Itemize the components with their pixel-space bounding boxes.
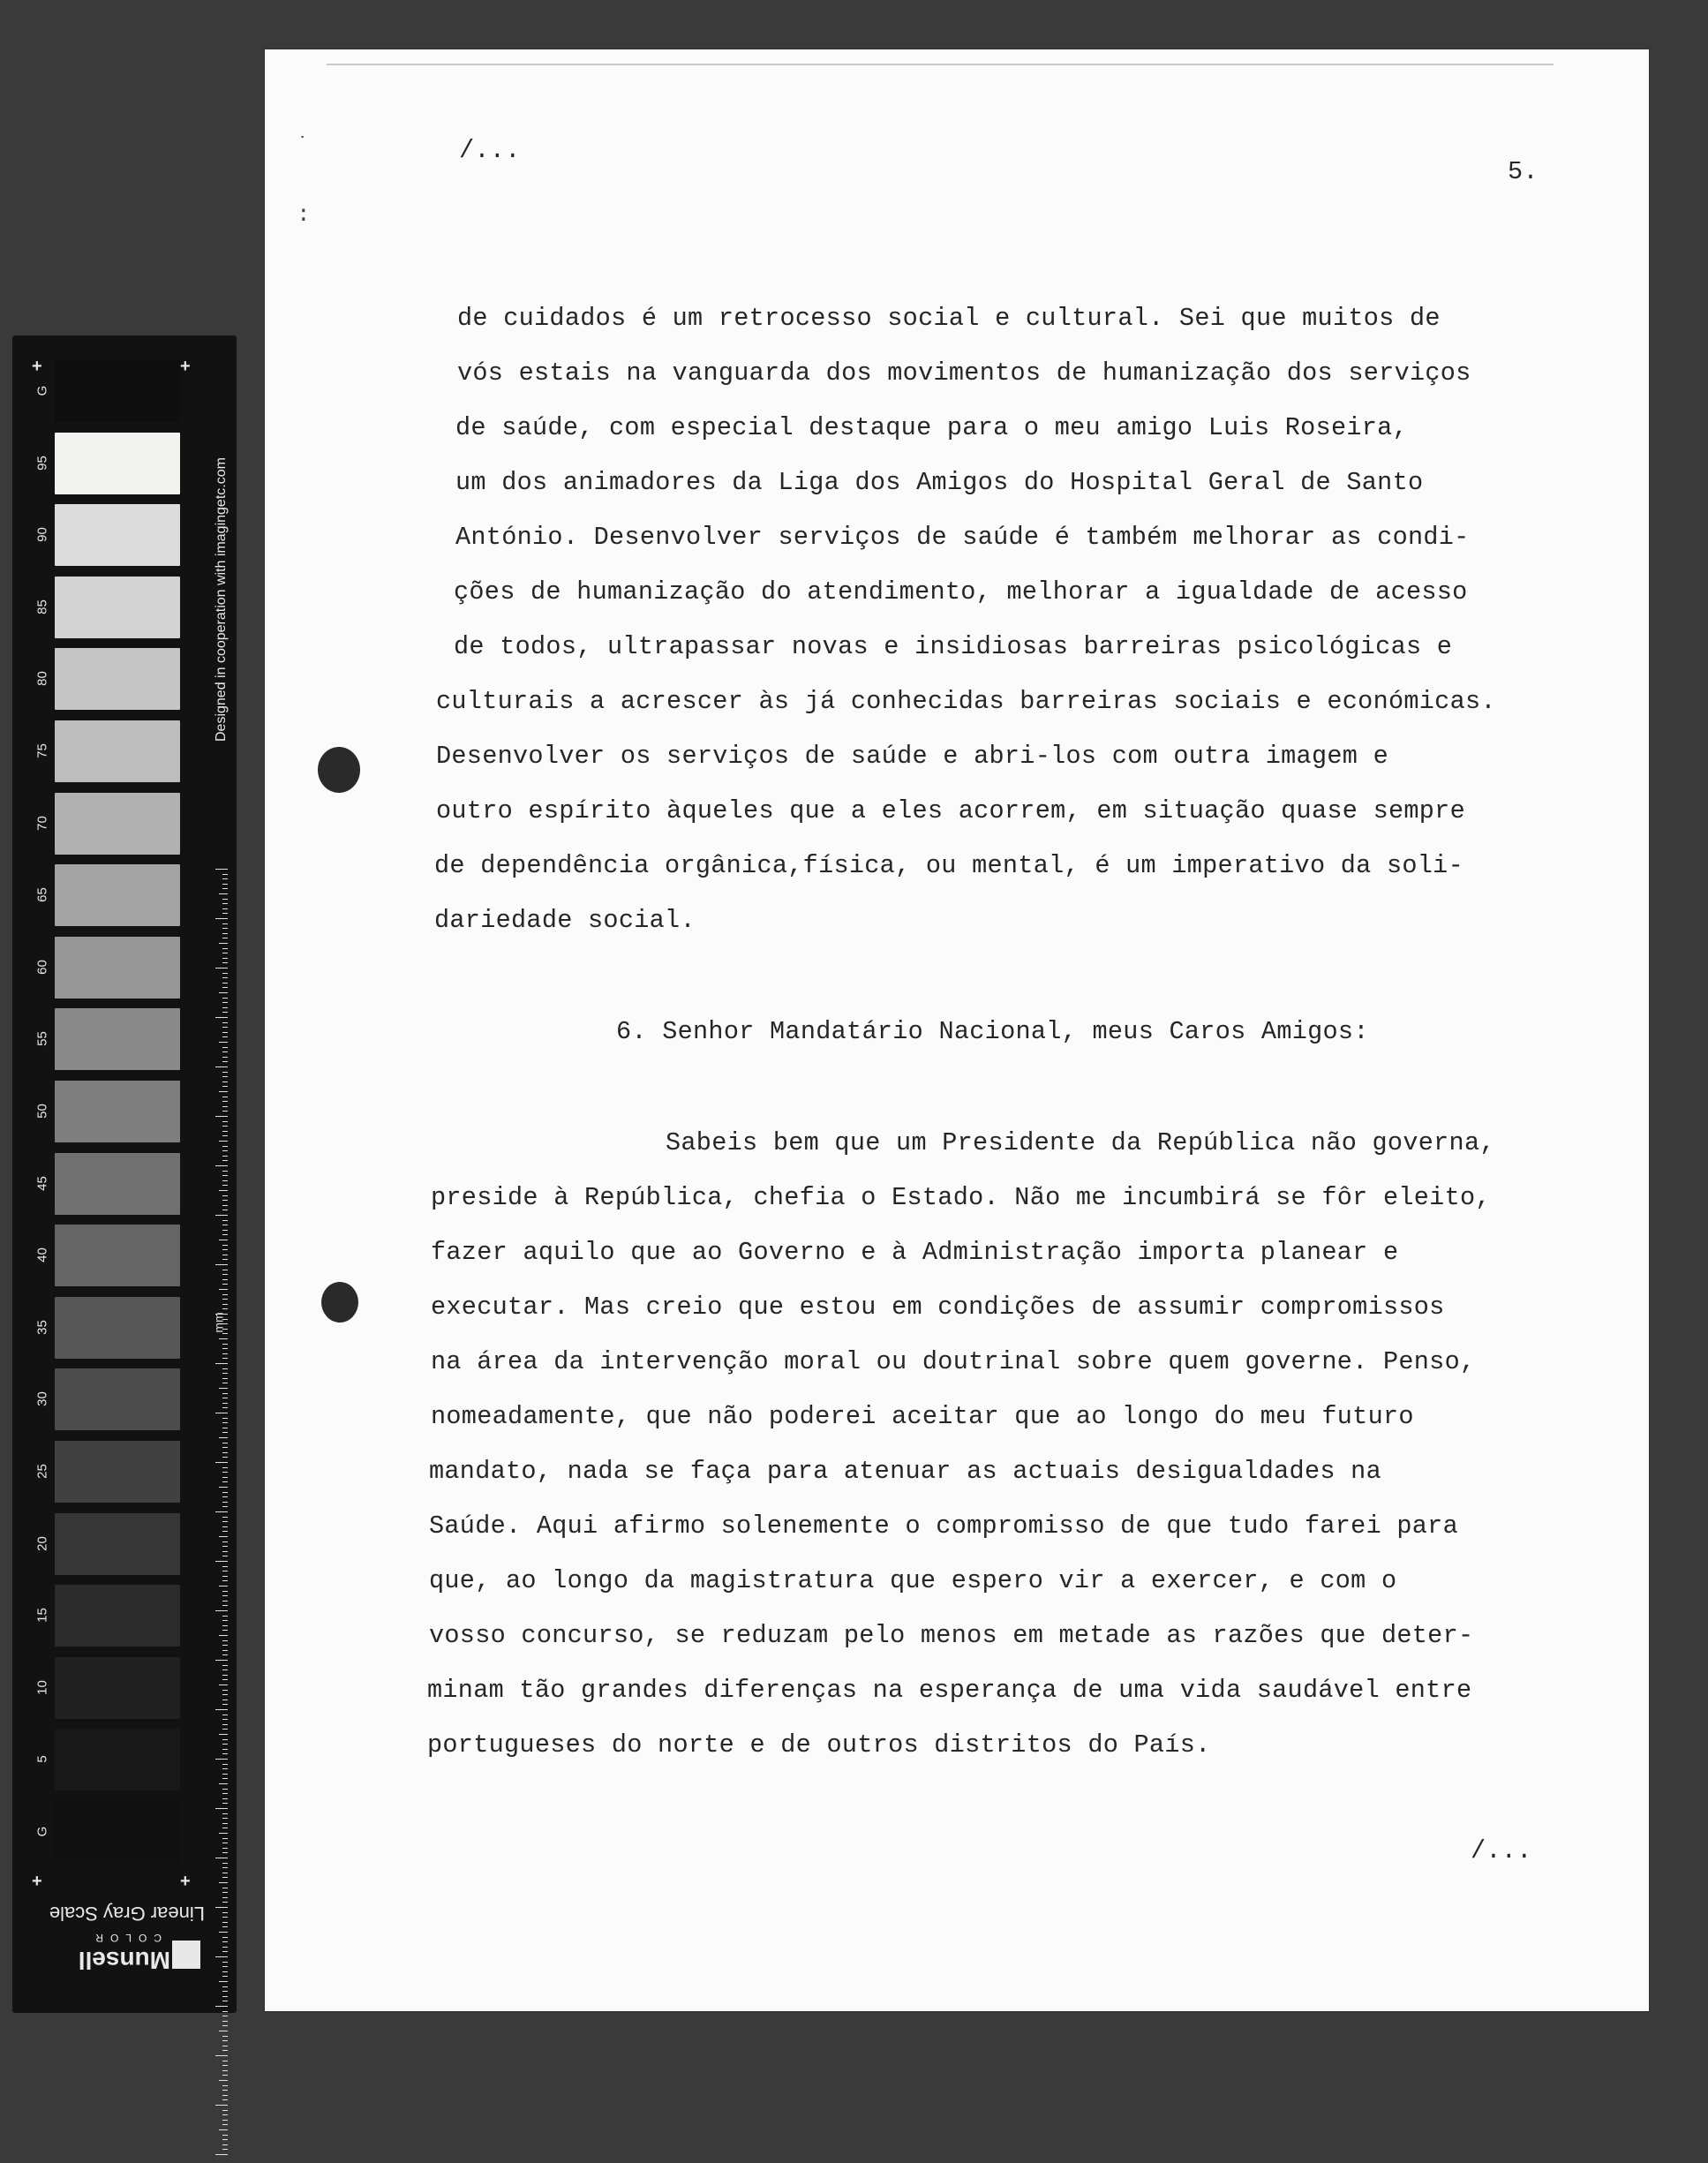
text-line: portugueses do norte e de outros distritos do País. bbox=[427, 1730, 1211, 1760]
page-number: 5. bbox=[1508, 157, 1539, 186]
gray-scale-card bbox=[12, 335, 237, 2013]
gray-patch bbox=[55, 1368, 180, 1430]
text-line: de saúde, com especial destaque para o meu amigo Luis Roseira, bbox=[455, 413, 1408, 442]
punch-hole bbox=[321, 1282, 358, 1323]
text-line: preside à República, chefia o Estado. Não me incumbirá se fôr eleito, bbox=[431, 1183, 1491, 1212]
gray-label: G bbox=[34, 385, 50, 396]
gray-patch bbox=[55, 1081, 180, 1142]
text-line: Saúde. Aqui afirmo solenemente o compromisso de que tudo farei para bbox=[429, 1511, 1458, 1541]
text-line: vós estais na vanguarda dos movimentos de humanização dos serviços bbox=[457, 358, 1471, 388]
gray-patch bbox=[55, 1585, 180, 1647]
plus-mark: + bbox=[180, 357, 191, 376]
gray-label: 15 bbox=[34, 1608, 50, 1624]
document-page bbox=[265, 49, 1649, 2011]
gray-label: 20 bbox=[34, 1535, 50, 1551]
text-line: de todos, ultrapassar novas e insidiosas barreiras psicológicas e bbox=[454, 632, 1453, 661]
brand-name: Munsell bbox=[78, 1947, 170, 1974]
gray-patch bbox=[55, 864, 180, 926]
text-line: de dependência orgânica,física, ou mental, é um imperativo da soli- bbox=[434, 851, 1463, 880]
gray-patch bbox=[55, 1657, 180, 1719]
text-line: um dos animadores da Liga dos Amigos do Hospital Geral de Santo bbox=[455, 468, 1424, 497]
stray-mark: ˙ bbox=[297, 134, 309, 156]
gray-patch bbox=[55, 937, 180, 999]
punch-hole bbox=[318, 747, 360, 793]
gray-label: 95 bbox=[34, 455, 50, 471]
text-line: dariedade social. bbox=[434, 906, 696, 935]
gray-patch bbox=[55, 648, 180, 710]
brand-sub: COLOR bbox=[88, 1932, 162, 1944]
text-line: fazer aquilo que ao Governo e à Administração importa planear e bbox=[431, 1238, 1399, 1267]
gray-label: 55 bbox=[34, 1031, 50, 1047]
gray-label: 90 bbox=[34, 527, 50, 543]
text-line: vosso concurso, se reduzam pelo menos em metade as razões que deter- bbox=[429, 1621, 1474, 1650]
gray-patch bbox=[55, 504, 180, 566]
gray-patch bbox=[55, 1008, 180, 1070]
gray-label: 25 bbox=[34, 1464, 50, 1479]
gray-label: 60 bbox=[34, 959, 50, 975]
top-edge-line bbox=[327, 64, 1554, 65]
gray-label: G bbox=[34, 1826, 50, 1837]
gray-patch bbox=[55, 720, 180, 782]
text-line: que, ao longo da magistratura que espero vir a exercer, e com o bbox=[429, 1566, 1397, 1595]
stray-mark: : bbox=[297, 201, 311, 228]
gray-label: 35 bbox=[34, 1319, 50, 1335]
gray-label: 10 bbox=[34, 1679, 50, 1695]
gray-label: 80 bbox=[34, 671, 50, 687]
plus-mark: + bbox=[32, 357, 42, 376]
gray-patch bbox=[55, 1153, 180, 1215]
text-line: Desenvolver os serviços de saúde e abri-los com outra imagem e bbox=[436, 742, 1388, 771]
section-heading: 6. Senhor Mandatário Nacional, meus Caros Amigos: bbox=[616, 1017, 1369, 1046]
gray-patch bbox=[55, 1441, 180, 1503]
continuation-marker-bottom: /... bbox=[1471, 1836, 1532, 1865]
gray-label: 5 bbox=[34, 1755, 50, 1764]
plus-mark: + bbox=[180, 1872, 191, 1891]
text-line: culturais a acrescer às já conhecidas barreiras sociais e económicas. bbox=[436, 687, 1496, 716]
gray-patch bbox=[55, 1225, 180, 1286]
mm-ruler bbox=[207, 839, 231, 2163]
gray-patch bbox=[55, 1801, 180, 1863]
gray-label: 45 bbox=[34, 1175, 50, 1191]
text-line: nomeadamente, que não poderei aceitar que ao longo do meu futuro bbox=[431, 1402, 1414, 1431]
text-line: ções de humanização do atendimento, melhorar a igualdade de acesso bbox=[454, 577, 1468, 607]
text-line: mandato, nada se faça para atenuar as actuais desigualdades na bbox=[429, 1457, 1381, 1486]
unit-label: mm bbox=[211, 1312, 226, 1333]
gray-patch bbox=[55, 360, 180, 422]
gray-label: 85 bbox=[34, 599, 50, 614]
text-line: minam tão grandes diferenças na esperança de uma vida saudável entre bbox=[427, 1676, 1472, 1705]
text-line: na área da intervenção moral ou doutrinal sobre quem governe. Penso, bbox=[431, 1347, 1476, 1376]
continuation-marker-top: /... bbox=[459, 136, 521, 165]
gray-patch bbox=[55, 577, 180, 638]
gray-label: 40 bbox=[34, 1247, 50, 1263]
credit-text: Designed in cooperation with imagingetc.com bbox=[214, 457, 229, 742]
munsell-logo-icon bbox=[172, 1941, 200, 1969]
gray-label: 50 bbox=[34, 1104, 50, 1119]
plus-mark: + bbox=[32, 1872, 42, 1891]
text-line: outro espírito àqueles que a eles acorrem, em situação quase sempre bbox=[436, 796, 1465, 825]
text-line: Sabeis bem que um Presidente da República não governa, bbox=[666, 1128, 1495, 1157]
gray-patch bbox=[55, 1729, 180, 1790]
text-line: de cuidados é um retrocesso social e cultural. Sei que muitos de bbox=[457, 304, 1441, 333]
gray-patch bbox=[55, 433, 180, 494]
gray-label: 30 bbox=[34, 1391, 50, 1407]
munsell-logo bbox=[61, 1916, 202, 1995]
text-line: executar. Mas creio que estou em condições de assumir compromissos bbox=[431, 1293, 1445, 1322]
gray-patch bbox=[55, 793, 180, 855]
text-line: António. Desenvolver serviços de saúde é também melhorar as condi- bbox=[455, 523, 1470, 552]
scale-title: Linear Gray Scale bbox=[49, 1903, 205, 1925]
gray-label: 70 bbox=[34, 815, 50, 831]
gray-label: 75 bbox=[34, 743, 50, 758]
gray-label: 65 bbox=[34, 887, 50, 903]
gray-patch bbox=[55, 1297, 180, 1359]
gray-patch bbox=[55, 1513, 180, 1575]
